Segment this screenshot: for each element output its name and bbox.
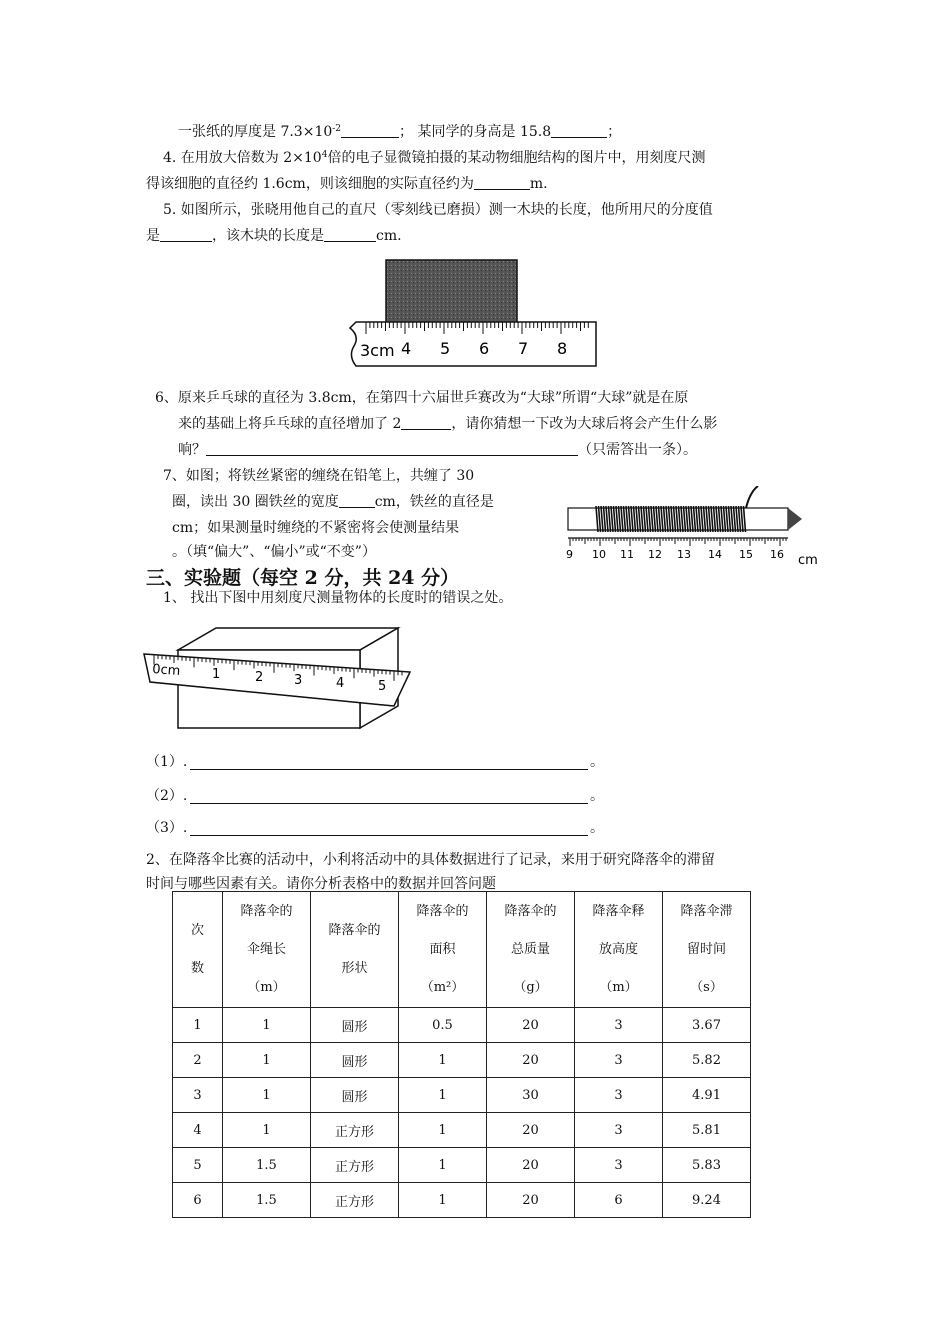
q4-text-a: 4. 在用放大倍数为 2×10 [163, 150, 322, 166]
q4-text-c: 得该细胞的直径约 1.6cm，则该细胞的实际直径约为 [146, 176, 474, 192]
table-cell: 1 [399, 1183, 487, 1218]
table-cell: 6 [173, 1183, 223, 1218]
header-trial: 次 数 [173, 892, 223, 1008]
e1-answer-1-end: 。 [590, 754, 604, 770]
table-cell: 0.5 [399, 1008, 487, 1043]
q4-blank[interactable] [474, 175, 530, 190]
table-row [173, 1113, 751, 1148]
q6-blank-2[interactable] [206, 441, 578, 456]
table-cell: 正方形 [311, 1183, 399, 1218]
q5-text-b: ，该木块的长度是 [212, 228, 324, 244]
q7-blank[interactable] [339, 493, 375, 508]
q5-blank-2[interactable] [324, 227, 376, 242]
header-total-mass: 降落伞的 总质量 （g） [487, 892, 575, 1008]
table-cell: 30 [487, 1078, 575, 1113]
e1-label-5: 5 [378, 679, 387, 694]
table-cell: 6 [575, 1183, 663, 1218]
q5-line-2 [146, 226, 402, 246]
q5-line-1: 5. 如图所示，张晓用他自己的直尺（零刻线已磨损）测一木块的长度，他所用尺的分度值 [163, 202, 713, 218]
coil-label-16: 16 [770, 548, 784, 561]
q7-line-1: 7、如图；将铁丝紧密的缠绕在铅笔上，共缠了 30 [163, 468, 475, 484]
table-cell: 3 [575, 1078, 663, 1113]
q3-sup: -2 [332, 124, 342, 134]
e1-label-0cm: 0cm [151, 662, 181, 679]
header-area: 降落伞的 面积 （m²） [399, 892, 487, 1008]
q4-text-d: m. [529, 176, 548, 192]
wood-block [386, 260, 517, 326]
coil-label-10: 10 [592, 548, 606, 561]
q7-line-2 [172, 492, 494, 512]
pencil-tip [788, 508, 802, 530]
q6-line-2 [178, 414, 717, 434]
table-row [173, 1148, 751, 1183]
table-cell: 4.91 [663, 1078, 751, 1113]
table-cell: 1.5 [223, 1148, 311, 1183]
q7-text-b: cm，铁丝的直径是 [374, 494, 494, 510]
table-cell: 圆形 [311, 1008, 399, 1043]
ruler-label-8: 8 [557, 339, 568, 358]
e1-question: 1、 找出下图中用刻度尺测量物体的长度时的错误之处。 [163, 590, 513, 606]
q5-text-c: cm. [376, 228, 402, 244]
q7-line-3: cm；如果测量时缠绕的不紧密将会使测量结果 [172, 520, 460, 536]
table-cell: 正方形 [311, 1148, 399, 1183]
table-cell: 1 [399, 1113, 487, 1148]
q3-line [178, 122, 621, 142]
table-row [173, 1043, 751, 1078]
ruler-label-3cm: 3cm [360, 341, 395, 360]
q7-coil-figure [562, 486, 818, 568]
q4-line-1 [163, 148, 705, 168]
q3-blank-2[interactable] [551, 123, 607, 138]
table-cell: 20 [487, 1008, 575, 1043]
e1-answer-2-line[interactable] [190, 802, 588, 804]
e1-answer-3-label: （3）. [146, 820, 188, 836]
table-cell: 4 [173, 1113, 223, 1148]
e1-ruler-figure [140, 624, 425, 736]
e1-label-4: 4 [336, 676, 345, 691]
q3-blank-1[interactable] [341, 123, 399, 138]
ruler-label-4: 4 [401, 339, 412, 358]
q6-text-d: （只需答出一条）。 [578, 442, 697, 458]
table-header-row [173, 892, 751, 1008]
table-cell: 3 [575, 1148, 663, 1183]
q3-text-b: ； 某同学的身高是 15.8 [399, 124, 552, 140]
q5-blank-1[interactable] [160, 227, 212, 242]
header-hang-time: 降落伞滞 留时间 （s） [663, 892, 751, 1008]
q6-blank-1[interactable] [401, 415, 451, 430]
e1-label-3: 3 [294, 673, 303, 688]
ruler-label-6: 6 [479, 339, 490, 358]
table-cell: 3.67 [663, 1008, 751, 1043]
coil-label-14: 14 [708, 548, 722, 561]
table-cell: 圆形 [311, 1043, 399, 1078]
ruler-label-7: 7 [518, 339, 529, 358]
table-cell: 5.83 [663, 1148, 751, 1183]
coil-unit-cm: cm [798, 553, 818, 568]
table-cell: 3 [575, 1113, 663, 1148]
table-cell: 3 [173, 1078, 223, 1113]
e1-answer-2-end: 。 [590, 788, 604, 804]
table-row [173, 1008, 751, 1043]
table-cell: 5.82 [663, 1043, 751, 1078]
table-row [173, 1078, 751, 1113]
table-cell: 1 [399, 1148, 487, 1183]
table-cell: 3 [575, 1043, 663, 1078]
table-cell: 5.81 [663, 1113, 751, 1148]
table-cell: 1 [399, 1043, 487, 1078]
q6-line-3 [178, 440, 697, 460]
header-release-height: 降落伞释 放高度 （m） [575, 892, 663, 1008]
q7-text-a: 圈，读出 30 圈铁丝的宽度 [172, 494, 339, 510]
header-cord-length: 降落伞的 伞绳长 （m） [223, 892, 311, 1008]
table-cell: 2 [173, 1043, 223, 1078]
table-cell: 1 [399, 1078, 487, 1113]
q4-line-2 [146, 174, 548, 194]
q4-sup: 4 [321, 150, 328, 160]
q6-line-1: 6、原来乒乓球的直径为 3.8cm，在第四十六届世乒赛改为“大球”所谓“大球”就是在原 [155, 390, 689, 406]
e1-answer-1-line[interactable] [190, 768, 588, 770]
header-shape: 降落伞的 形状 [311, 892, 399, 1008]
table-cell: 1 [223, 1043, 311, 1078]
table-cell: 3 [575, 1008, 663, 1043]
q3-text-c: ； [607, 124, 622, 140]
coil-label-13: 13 [677, 548, 691, 561]
e1-label-1: 1 [212, 667, 221, 682]
q4-text-b: 倍的电子显微镜拍摄的某动物细胞结构的图片中，用刻度尺测 [327, 150, 706, 166]
q3-text-a: 一张纸的厚度是 7.3×10 [178, 124, 333, 140]
e2-line-1: 2、在降落伞比赛的活动中，小利将活动中的具体数据进行了记录，来用于研究降落伞的滞留 [146, 852, 715, 868]
table-cell: 圆形 [311, 1078, 399, 1113]
q6-text-c: 响？ [178, 442, 206, 458]
table-cell: 1 [223, 1008, 311, 1043]
table-cell: 1 [223, 1078, 311, 1113]
coil-label-15: 15 [739, 548, 753, 561]
table-cell: 20 [487, 1113, 575, 1148]
e1-answer-3-line[interactable] [190, 834, 588, 836]
table-row [173, 1183, 751, 1218]
q6-text-b: ，请你猜想一下改为大球后将会产生什么影 [451, 416, 718, 432]
parachute-data-table [172, 891, 751, 1218]
table-cell: 20 [487, 1183, 575, 1218]
e1-label-2: 2 [255, 670, 264, 685]
coil-label-11: 11 [620, 548, 634, 561]
e1-answer-1-label: （1）. [146, 754, 188, 770]
table-cell: 1 [223, 1113, 311, 1148]
e1-answer-3-end: 。 [590, 820, 604, 836]
table-cell: 1 [173, 1008, 223, 1043]
e1-answer-2-label: （2）. [146, 788, 188, 804]
section-3-title: 三、实验题（每空 2 分，共 24 分） [146, 567, 460, 589]
table-cell: 20 [487, 1148, 575, 1183]
ruler-label-5: 5 [440, 339, 451, 358]
e2-line-2: 时间与哪些因素有关。请你分析表格中的数据并回答问题 [146, 876, 496, 892]
coil-label-12: 12 [648, 548, 662, 561]
q5-text-a: 是 [146, 228, 160, 244]
coil-label-9: 9 [566, 548, 573, 561]
table-cell: 1.5 [223, 1183, 311, 1218]
table-cell: 20 [487, 1043, 575, 1078]
table-cell: 5 [173, 1148, 223, 1183]
table-cell: 正方形 [311, 1113, 399, 1148]
q5-ruler-figure [346, 256, 606, 372]
q6-text-a: 来的基础上将乒乓球的直径增加了 2 [178, 416, 402, 432]
table-cell: 9.24 [663, 1183, 751, 1218]
q7-line-4: 。（填“偏大”、“偏小”或“不变”） [172, 544, 376, 560]
wire-end [746, 486, 758, 508]
